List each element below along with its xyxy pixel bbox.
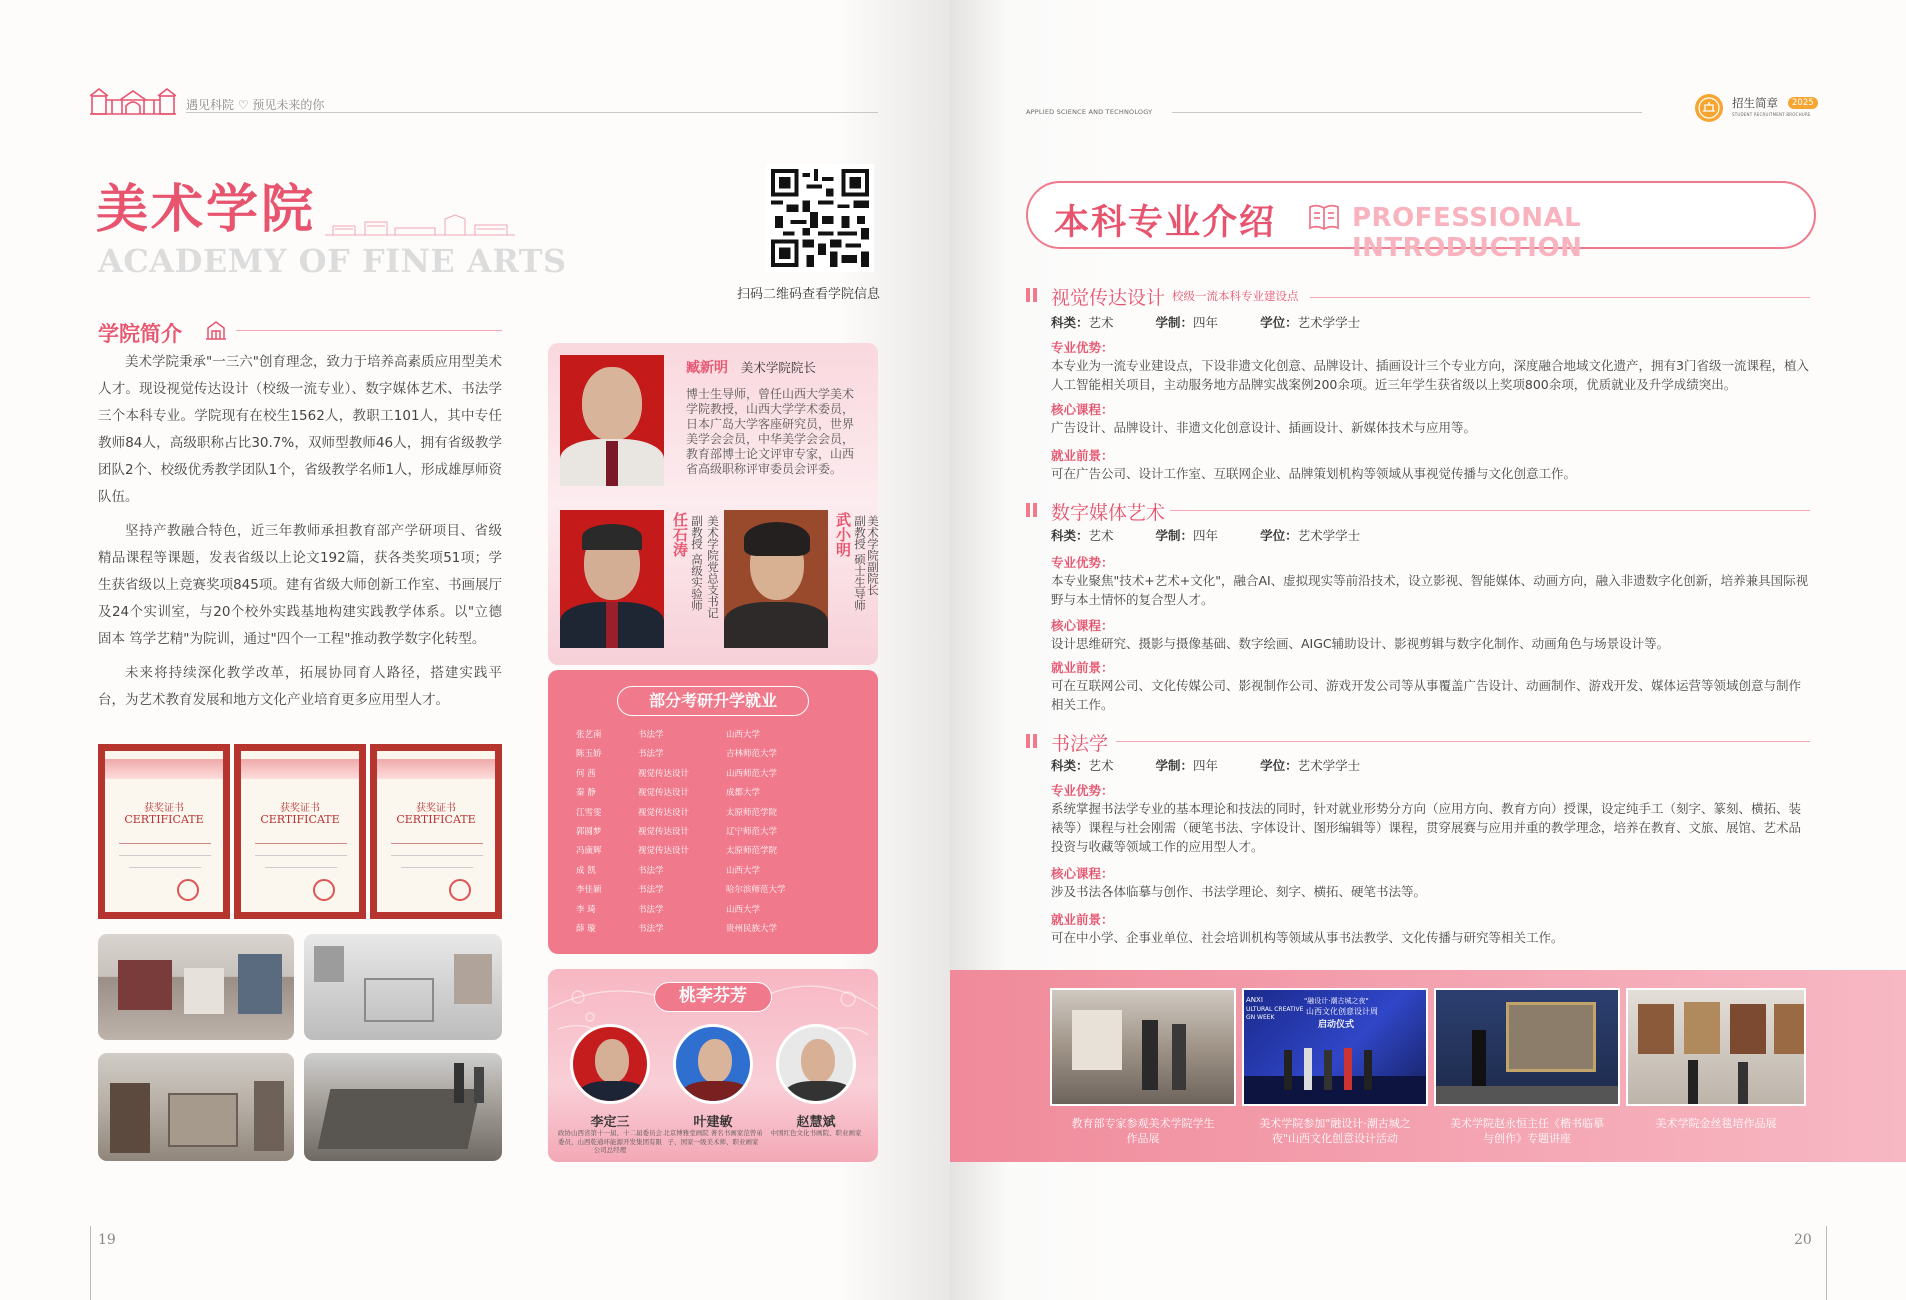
- core-text-2: 设计思维研究、摄影与摄像基础、数字绘画、AIGC辅助设计、影视剪辑与数字化制作、动画角色与场景设计等。: [1051, 636, 1670, 651]
- graduates-heading: 部分考研升学就业: [617, 686, 809, 716]
- ren-shitao-name: 任石涛: [671, 512, 689, 557]
- building-icon: [205, 320, 227, 340]
- graduate-school: 山西大学: [726, 865, 761, 876]
- page-title: 美术学院: [96, 180, 317, 240]
- graduate-school: 成都大学: [726, 788, 761, 799]
- graduate-name: 成 凯: [576, 865, 596, 876]
- section-banner: [1026, 181, 1816, 263]
- event-caption-1: 教育部专家参观美术学院学生作品展: [1071, 1117, 1215, 1145]
- exhibition-photo-2: [304, 934, 502, 1040]
- ren-shitao-portrait: [560, 510, 664, 648]
- page-number-left: 19: [98, 1232, 116, 1248]
- graduate-school: 山西大学: [726, 904, 761, 915]
- graduate-major: 书法学: [638, 885, 664, 896]
- major-meta-1: 科类：艺术 学制：四年 学位：艺术学学士: [1051, 315, 1361, 330]
- adv-text-2: 本专业聚焦"技术+艺术+文化"，融合AI、虚拟现实等前沿技术，设立影视、智能媒体、动画方向，融入非遗数字化创新，培养兼具国际视野与本土情怀的复合型人才。: [1051, 573, 1809, 607]
- graduate-name: 冯康辉: [576, 846, 602, 857]
- core-text-1: 广告设计、品牌设计、非遗文化创意设计、插画设计、新媒体技术与应用等。: [1051, 420, 1477, 435]
- event-screen-text-5: ULTURAL CREATIVE: [1246, 1006, 1304, 1013]
- exhibition-photo-1: [98, 934, 294, 1040]
- event-screen-text-3: 启动仪式: [1318, 1020, 1355, 1030]
- adv-label-2: 专业优势：: [1051, 555, 1114, 570]
- core-label-1: 核心课程：: [1051, 402, 1114, 417]
- alumni-name-1: 李定三: [590, 1115, 630, 1130]
- graduate-school: 辽宁师范大学: [726, 827, 778, 837]
- graduate-school: 山西大学: [726, 730, 761, 740]
- event-photo-4: [1626, 988, 1806, 1106]
- job-text-1: 可在广告公司、设计工作室、互联网企业、品牌策划机构等领域从事视觉传播与文化创意工作。: [1051, 466, 1577, 481]
- alumni-heading: 桃李芬芳: [654, 982, 772, 1012]
- graduate-school: 山西师范大学: [726, 768, 778, 779]
- wu-xiaoming-portrait: [724, 510, 828, 648]
- left-page: [0, 0, 950, 1300]
- major-rule-3: [1116, 741, 1810, 742]
- major-marker-1: [1026, 288, 1030, 302]
- graduate-row: [576, 825, 866, 844]
- right-page: [950, 0, 1906, 1300]
- exhibition-photo-4: [304, 1053, 502, 1161]
- core-label-2: 核心课程：: [1051, 618, 1114, 633]
- dean-portrait: [560, 355, 664, 486]
- graduate-school: 太原师范学院: [726, 846, 778, 857]
- intro-heading: 学院简介: [98, 322, 182, 346]
- graduate-name: 李佳颖: [576, 885, 602, 896]
- banner-title: 本科专业介绍: [1054, 203, 1277, 243]
- graduate-row: [576, 844, 866, 863]
- event-photo-2: [1242, 988, 1428, 1106]
- header-rule: [186, 112, 878, 113]
- graduate-name: 秦 静: [576, 788, 596, 799]
- graduate-row: [576, 922, 866, 941]
- graduate-name: 张艺南: [576, 730, 602, 740]
- alumni-portrait-2: [673, 1024, 753, 1104]
- adv-label-3: 专业优势：: [1051, 783, 1114, 798]
- major-title-3: 书法学: [1051, 733, 1109, 755]
- graduate-major: 视觉传达设计: [638, 768, 690, 779]
- major-title-1: 视觉传达设计: [1051, 287, 1166, 309]
- wu-xiaoming-role: 副教授 硕士生导师: [853, 515, 867, 611]
- graduate-row: [576, 728, 866, 747]
- dean-bio: 博士生导师，曾任山西大学美术学院教授，山西大学学术委员，日本广岛大学客座研究员，世界美学会会员，中华美学会会员，教育部博士论文评审专家，山西省高级职称评审委员会评委。: [686, 387, 855, 476]
- graduate-name: 薛 璇: [576, 924, 596, 934]
- core-text-3: 涉及书法各体临摹与创作、书法学理论、刻字、横拓、硬笔书法等。: [1051, 884, 1427, 899]
- event-caption-3: 美术学院赵永恒主任《楷书临摹与创作》专题讲座: [1450, 1117, 1604, 1145]
- certificate-title: 获奖证书: [416, 803, 456, 814]
- footer-rule: [90, 1226, 91, 1300]
- graduates-list: [576, 728, 866, 942]
- job-label-2: 就业前景：: [1051, 660, 1114, 675]
- major-marker-3: [1026, 734, 1030, 748]
- graduate-name: 陈玉娇: [576, 749, 602, 760]
- page-title-en: ACADEMY OF FINE ARTS: [98, 242, 567, 280]
- certificate-title-en: CERTIFICATE: [396, 813, 476, 826]
- major-rule-1: [1310, 297, 1810, 298]
- graduate-major: 书法学: [638, 865, 664, 876]
- certificate-1: [98, 744, 230, 919]
- graduate-row: [576, 883, 866, 902]
- core-label-3: 核心课程：: [1051, 866, 1114, 881]
- adv-label-1: 专业优势：: [1051, 340, 1114, 355]
- alumni-desc-3: 中国红色文化书画院、职业画家: [770, 1129, 862, 1137]
- graduate-row: [576, 767, 866, 786]
- graduate-major: 书法学: [638, 904, 664, 915]
- event-screen-text-1: "融设计·潮古城之夜": [1304, 997, 1369, 1005]
- intro-text: [98, 349, 502, 714]
- graduates-card: [548, 670, 878, 954]
- certificate-title: 获奖证书: [280, 803, 320, 814]
- exhibition-photo-3: [98, 1053, 294, 1161]
- alumni-name-3: 赵慧斌: [796, 1115, 836, 1130]
- event-screen-text-2: 山西文化创意设计周: [1306, 1007, 1378, 1016]
- alumni-portrait-3: [776, 1024, 856, 1104]
- page-number-right: 20: [1794, 1232, 1812, 1248]
- header-rule-right: [1172, 112, 1642, 113]
- faculty-card: [548, 343, 878, 665]
- header-slogan: 遇见科院 ♡ 预见未来的你: [186, 98, 325, 112]
- graduate-name: 江雪雯: [576, 807, 602, 818]
- major-meta-3: 科类：艺术 学制：四年 学位：艺术学学士: [1051, 758, 1361, 773]
- school-emblem-icon: [1694, 93, 1724, 123]
- event-screen-text-4: ANXI: [1246, 996, 1263, 1004]
- major-title-2: 数字媒体艺术: [1051, 502, 1166, 524]
- graduate-school: 吉林师范大学: [726, 749, 778, 760]
- certificate-title-en: CERTIFICATE: [260, 813, 340, 826]
- footer-rule-right: [1826, 1226, 1827, 1300]
- wu-xiaoming-name: 武小明: [834, 512, 852, 557]
- graduate-row: [576, 864, 866, 883]
- graduate-major: 书法学: [638, 924, 664, 934]
- book-icon: [1308, 203, 1340, 231]
- brochure-en: STUDENT RECRUITMENT BROCHURE: [1732, 112, 1811, 117]
- event-caption-4: 美术学院金丝毯培作品展: [1655, 1117, 1777, 1130]
- job-label-3: 就业前景：: [1051, 912, 1114, 927]
- certificate-3: [370, 744, 502, 919]
- campus-skyline-icon: [325, 214, 515, 236]
- wu-xiaoming-title: 美术学院副院长: [866, 515, 880, 596]
- graduate-name: 何 茜: [576, 768, 596, 779]
- major-tag-1: 校级一流本科专业建设点: [1172, 289, 1299, 303]
- major-meta-2: 科类：艺术 学制：四年 学位：艺术学学士: [1051, 528, 1361, 543]
- graduate-row: [576, 786, 866, 805]
- qr-caption: 扫码二维码查看学院信息: [736, 287, 880, 302]
- event-caption-2: 美术学院参加"融设计·潮古城之夜"山西文化创意设计活动: [1259, 1117, 1411, 1145]
- certificate-2: [234, 744, 366, 919]
- intro-paragraph-3: 未来将持续深化教学改革，拓展协同育人路径，搭建实践平台，为艺术教育发展和地方文化产业培育更多应用型人才。: [98, 665, 502, 708]
- adv-text-3: 系统掌握书法学专业的基本理论和技法的同时，针对就业形势分方向（应用方向、教育方向）授课，设定纯手工（刻字、篆刻、横拓、装裱等）课程与社会刚需（硬笔书法、字体设计、图形编辑等）课程，贯穿展赛与应用并重的教学理念，培养在教育、文旅、展馆、艺术品投资与收藏等领域工作的应用型人才。: [1051, 801, 1802, 854]
- brochure-label: 招生简章: [1732, 96, 1778, 110]
- ren-shitao-title: 美术学院党总支书记: [706, 515, 720, 619]
- graduate-school: 太原师范学院: [726, 807, 778, 818]
- graduate-row: [576, 806, 866, 825]
- graduate-major: 书法学: [638, 749, 664, 760]
- adv-text-1: 本专业为一流专业建设点，下设非遗文化创意、品牌设计、插画设计三个专业方向，深度融合地域文化遗产，拥有3门省级一流课程，植入人工智能相关项目，主动服务地方品牌实战案例200余项。近三年学生获省级以上奖项800余项，优质就业及升学成绩突出。: [1051, 358, 1809, 392]
- job-text-2: 可在互联网公司、文化传媒公司、影视制作公司、游戏开发公司等从事覆盖广告设计、动画制作、游戏开发、媒体运营等领域创意与制作相关工作。: [1051, 678, 1802, 712]
- graduate-major: 书法学: [638, 730, 664, 740]
- major-rule-2: [1170, 510, 1810, 511]
- graduate-major: 视觉传达设计: [638, 846, 690, 857]
- intro-paragraph-1: 美术学院秉承"一三六"创育理念，致力于培养高素质应用型美术人才。现设视觉传达设计（校级一流专业）、数字媒体艺术、书法学三个本科专业。学院现有在校生1562人，教职工101人，其中专任教师84人，高级职称占比30.7%，双师型教师46人，拥有省级教学团队2个、校级优秀教学团队1个，省级教学名师1人，形成雄厚师资队伍。: [98, 354, 502, 505]
- brochure-year: 2025: [1788, 97, 1818, 109]
- intro-paragraph-2: 坚持产教融合特色，近三年教师承担教育部产学研项目、省级精品课程等课题，发表省级以上论文192篇，获各类奖项51项；学生获省级以上竞赛奖项845项。建有省级大师创新工作室、书画展厅及24个实训室，与20个校外实践基地构建实践教学体系。以"立德固本 笃学艺精"为院训，通过"四个一工程"推动教学数字化转型。: [98, 523, 502, 647]
- graduate-major: 视觉传达设计: [638, 827, 690, 837]
- graduate-major: 视觉传达设计: [638, 807, 690, 818]
- dean-role: 美术学院院长: [740, 360, 816, 375]
- graduate-row: [576, 903, 866, 922]
- alumni-card: [548, 969, 878, 1162]
- certificate-title-en: CERTIFICATE: [124, 813, 204, 826]
- event-photo-1: [1050, 988, 1236, 1106]
- ren-shitao-role: 副教授 高级实验师: [690, 515, 704, 611]
- major-marker-2: [1026, 503, 1030, 517]
- graduate-name: 李 琦: [576, 904, 596, 915]
- alumni-portrait-1: [570, 1024, 650, 1104]
- graduate-major: 视觉传达设计: [638, 788, 690, 799]
- alumni-desc-2: 北京博雅堂画院 著名书画家范曾弟子、国家一级美术师、职业画家: [663, 1129, 763, 1146]
- qr-code[interactable]: [766, 164, 874, 272]
- alumni-name-2: 叶建敏: [693, 1115, 733, 1130]
- alumni-desc-1: 政协山西省第十一届、十二届委员会委员，山西乾通环能源开发集团有限公司总经理: [558, 1129, 662, 1154]
- graduate-school: 哈尔滨师范大学: [726, 885, 786, 896]
- intro-rule: [236, 330, 502, 331]
- event-photo-3: [1434, 988, 1620, 1106]
- dean-name: 臧新明: [686, 360, 728, 376]
- banner-title-en: PROFESSIONAL INTRODUCTION: [1352, 203, 1583, 263]
- graduate-name: 郭圆梦: [576, 827, 602, 837]
- graduate-row: [576, 747, 866, 766]
- job-label-1: 就业前景：: [1051, 448, 1114, 463]
- photo-band: [950, 970, 1906, 1162]
- header-en: APPLIED SCIENCE AND TECHNOLOGY: [1026, 108, 1153, 116]
- job-text-3: 可在中小学、企事业单位、社会培训机构等领域从事书法教学、文化传播与研究等相关工作。: [1051, 930, 1564, 945]
- event-screen-text-6: GN WEEK: [1246, 1014, 1275, 1021]
- graduate-school: 贵州民族大学: [726, 924, 778, 934]
- certificate-title: 获奖证书: [144, 803, 184, 814]
- gate-logo-icon: [90, 86, 176, 116]
